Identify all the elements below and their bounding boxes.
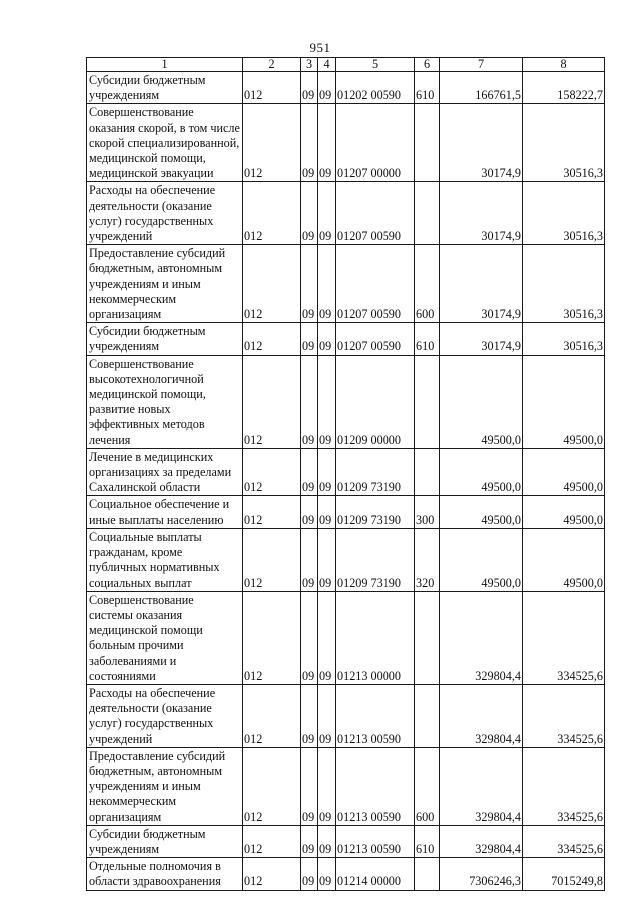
row-expense-type — [415, 355, 440, 448]
row-target-article: 01213 00590 — [336, 747, 415, 825]
row-section: 09 — [301, 448, 318, 496]
header-col-1: 1 — [87, 58, 243, 72]
header-col-2: 2 — [243, 58, 301, 72]
row-expense-type: 320 — [415, 528, 440, 591]
row-amount-col-8: 334525,6 — [523, 591, 605, 684]
row-section: 09 — [301, 747, 318, 825]
row-amount-col-8: 30516,3 — [523, 245, 605, 323]
header-col-3: 3 — [301, 58, 318, 72]
row-section: 09 — [301, 323, 318, 355]
row-expense-type: 600 — [415, 747, 440, 825]
row-subsection: 09 — [318, 245, 336, 323]
row-admin-code: 012 — [243, 323, 301, 355]
row-section: 09 — [301, 858, 318, 890]
table-row — [87, 72, 605, 104]
row-expense-type — [415, 858, 440, 890]
row-amount-col-8: 49500,0 — [523, 528, 605, 591]
row-amount-col-8: 30516,3 — [523, 182, 605, 245]
row-target-article: 01202 00590 — [336, 72, 415, 104]
row-subsection: 09 — [318, 496, 336, 528]
row-amount-col-7: 166761,5 — [440, 72, 523, 104]
row-subsection: 09 — [318, 591, 336, 684]
table-row — [87, 858, 605, 890]
table-row — [87, 355, 605, 448]
row-section: 09 — [301, 591, 318, 684]
row-target-article: 01207 00590 — [336, 245, 415, 323]
row-amount-col-7: 30174,9 — [440, 245, 523, 323]
row-admin-code: 012 — [243, 355, 301, 448]
row-subsection: 09 — [318, 323, 336, 355]
row-admin-code: 012 — [243, 747, 301, 825]
row-amount-col-8: 49500,0 — [523, 448, 605, 496]
row-name: Субсидии бюджетным учреждениям — [87, 825, 243, 857]
row-amount-col-7: 329804,4 — [440, 591, 523, 684]
row-subsection: 09 — [318, 448, 336, 496]
budget-table — [86, 57, 605, 891]
row-subsection: 09 — [318, 528, 336, 591]
row-target-article: 01209 73190 — [336, 448, 415, 496]
row-amount-col-8: 30516,3 — [523, 104, 605, 182]
row-admin-code: 012 — [243, 448, 301, 496]
row-name: Субсидии бюджетным учреждениям — [87, 72, 243, 104]
row-expense-type — [415, 591, 440, 684]
row-amount-col-7: 49500,0 — [440, 496, 523, 528]
table-row — [87, 323, 605, 355]
row-expense-type — [415, 182, 440, 245]
row-target-article: 01207 00590 — [336, 182, 415, 245]
row-expense-type: 610 — [415, 323, 440, 355]
header-col-5: 5 — [336, 58, 415, 72]
row-name: Лечение в медицинских организациях за пределами Сахалинской области — [87, 448, 243, 496]
row-admin-code: 012 — [243, 72, 301, 104]
table-row — [87, 825, 605, 857]
row-amount-col-8: 49500,0 — [523, 496, 605, 528]
row-target-article: 01209 73190 — [336, 496, 415, 528]
row-expense-type: 610 — [415, 72, 440, 104]
table-row — [87, 448, 605, 496]
row-amount-col-7: 7306246,3 — [440, 858, 523, 890]
table-row — [87, 747, 605, 825]
row-admin-code: 012 — [243, 858, 301, 890]
row-name: Совершенствование оказания скорой, в том числе скорой специализированной, медицинской помощи, медицинской эвакуации — [87, 104, 243, 182]
row-section: 09 — [301, 355, 318, 448]
row-name: Социальные выплаты гражданам, кроме публичных нормативных социальных выплат — [87, 528, 243, 591]
row-amount-col-8: 49500,0 — [523, 355, 605, 448]
row-section: 09 — [301, 684, 318, 747]
header-col-8: 8 — [523, 58, 605, 72]
row-amount-col-8: 7015249,8 — [523, 858, 605, 890]
row-name: Совершенствование высокотехнологичной медицинской помощи, развитие новых эффективных методов лечения — [87, 355, 243, 448]
row-subsection: 09 — [318, 104, 336, 182]
header-col-6: 6 — [415, 58, 440, 72]
row-subsection: 09 — [318, 858, 336, 890]
row-expense-type: 600 — [415, 245, 440, 323]
row-target-article: 01209 00000 — [336, 355, 415, 448]
row-section: 09 — [301, 72, 318, 104]
row-subsection: 09 — [318, 684, 336, 747]
header-col-7: 7 — [440, 58, 523, 72]
table-row — [87, 496, 605, 528]
table-body — [87, 72, 605, 891]
row-target-article: 01207 00590 — [336, 323, 415, 355]
table-row — [87, 104, 605, 182]
row-admin-code: 012 — [243, 528, 301, 591]
row-section: 09 — [301, 825, 318, 857]
row-name: Совершенствование системы оказания медицинской помощи больным прочими заболеваниями и состояниями — [87, 591, 243, 684]
row-subsection: 09 — [318, 182, 336, 245]
row-section: 09 — [301, 496, 318, 528]
row-amount-col-7: 329804,4 — [440, 747, 523, 825]
row-section: 09 — [301, 245, 318, 323]
row-admin-code: 012 — [243, 245, 301, 323]
table-row — [87, 182, 605, 245]
table-row — [87, 591, 605, 684]
row-expense-type — [415, 448, 440, 496]
table-row — [87, 684, 605, 747]
row-section: 09 — [301, 528, 318, 591]
row-name: Расходы на обеспечение деятельности (оказание услуг) государственных учреждений — [87, 684, 243, 747]
row-target-article: 01207 00000 — [336, 104, 415, 182]
row-amount-col-8: 334525,6 — [523, 684, 605, 747]
row-expense-type: 610 — [415, 825, 440, 857]
row-name: Расходы на обеспечение деятельности (оказание услуг) государственных учреждений — [87, 182, 243, 245]
row-admin-code: 012 — [243, 825, 301, 857]
table-row — [87, 528, 605, 591]
row-subsection: 09 — [318, 72, 336, 104]
row-amount-col-8: 158222,7 — [523, 72, 605, 104]
row-amount-col-7: 329804,4 — [440, 825, 523, 857]
row-target-article: 01213 00590 — [336, 684, 415, 747]
row-admin-code: 012 — [243, 684, 301, 747]
table-row — [87, 245, 605, 323]
row-amount-col-7: 49500,0 — [440, 448, 523, 496]
row-name: Социальное обеспечение и иные выплаты населению — [87, 496, 243, 528]
row-target-article: 01213 00000 — [336, 591, 415, 684]
row-amount-col-8: 334525,6 — [523, 747, 605, 825]
row-expense-type — [415, 684, 440, 747]
header-row — [87, 58, 605, 72]
row-section: 09 — [301, 182, 318, 245]
row-amount-col-7: 49500,0 — [440, 528, 523, 591]
row-amount-col-7: 329804,4 — [440, 684, 523, 747]
row-name: Предоставление субсидий бюджетным, автономным учреждениям и иным некоммерческим организациям — [87, 747, 243, 825]
row-name: Предоставление субсидий бюджетным, автономным учреждениям и иным некоммерческим организациям — [87, 245, 243, 323]
page-number: 951 — [309, 40, 331, 55]
row-amount-col-8: 334525,6 — [523, 825, 605, 857]
row-amount-col-7: 30174,9 — [440, 104, 523, 182]
row-target-article: 01209 73190 — [336, 528, 415, 591]
row-amount-col-7: 49500,0 — [440, 355, 523, 448]
row-admin-code: 012 — [243, 496, 301, 528]
row-amount-col-8: 30516,3 — [523, 323, 605, 355]
row-name: Субсидии бюджетным учреждениям — [87, 323, 243, 355]
row-target-article: 01213 00590 — [336, 825, 415, 857]
row-expense-type — [415, 104, 440, 182]
row-admin-code: 012 — [243, 104, 301, 182]
header-col-4: 4 — [318, 58, 336, 72]
row-amount-col-7: 30174,9 — [440, 182, 523, 245]
row-subsection: 09 — [318, 747, 336, 825]
row-target-article: 01214 00000 — [336, 858, 415, 890]
row-admin-code: 012 — [243, 182, 301, 245]
row-admin-code: 012 — [243, 591, 301, 684]
row-name: Отдельные полномочия в области здравоохранения — [87, 858, 243, 890]
row-subsection: 09 — [318, 825, 336, 857]
row-amount-col-7: 30174,9 — [440, 323, 523, 355]
row-expense-type: 300 — [415, 496, 440, 528]
row-subsection: 09 — [318, 355, 336, 448]
row-section: 09 — [301, 104, 318, 182]
